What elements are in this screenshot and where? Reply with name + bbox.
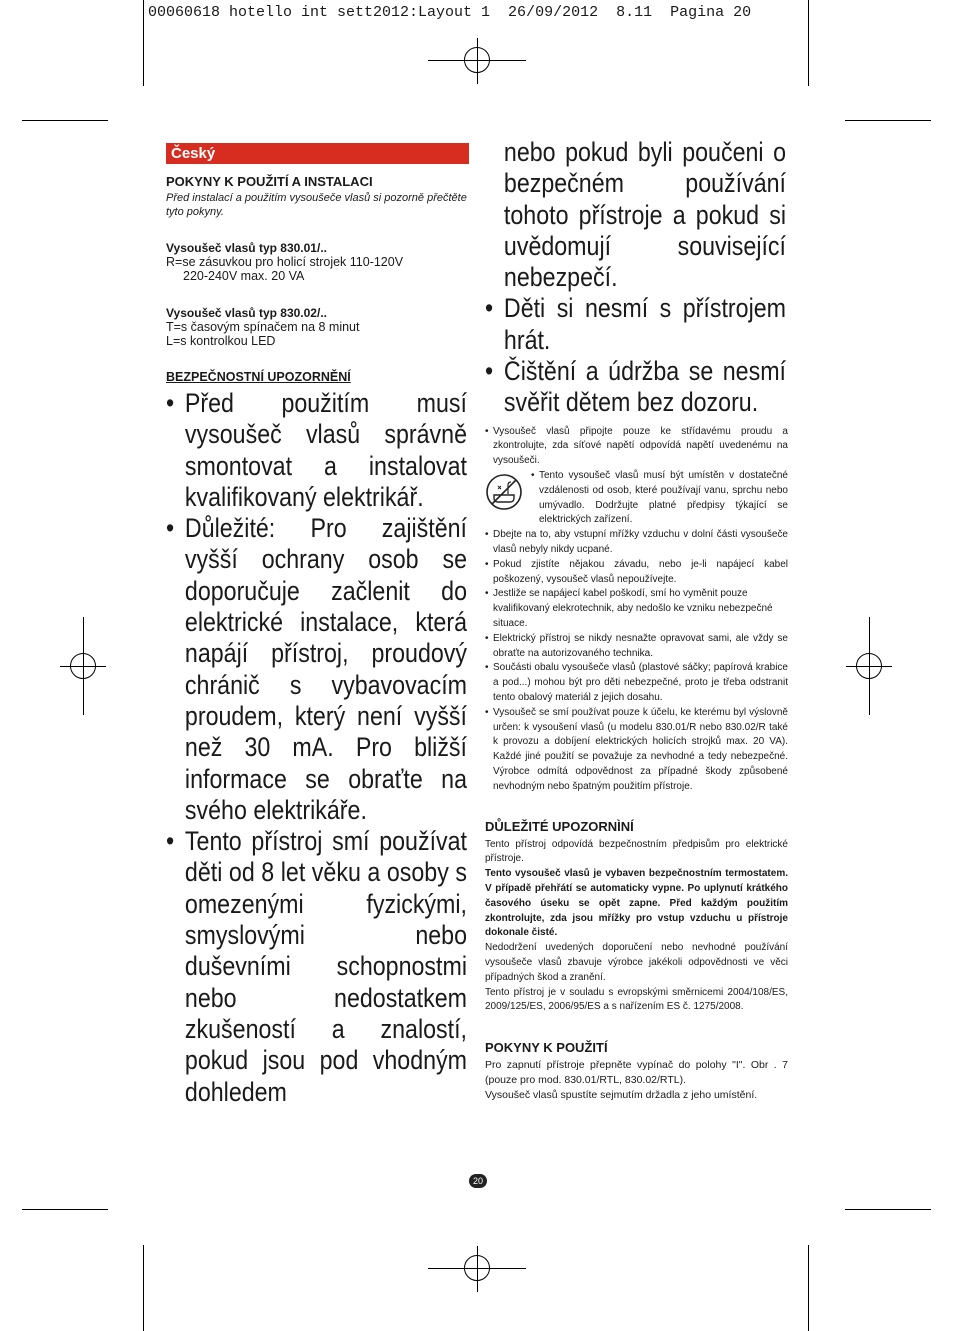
big-safety-list (166, 388, 467, 1108)
important-text (485, 838, 788, 1016)
type1-line1: R=se zásuvkou pro holicí strojek 110-120V (166, 255, 404, 269)
registration-mark-icon (60, 617, 106, 715)
big-safety-list-continued (485, 137, 786, 419)
type2-line1: T=s časovým spínačem na 8 minut (166, 320, 360, 334)
crop-mark (22, 120, 108, 121)
registration-mark-icon (428, 1246, 526, 1292)
no-bath-warning-icon (485, 473, 523, 517)
list-item: • Tento přístroj smí používat děti od 8 let věku a osoby s omezenými fyzickými, smyslovými nebo duševními schopnostmi nebo nedostatkem zkušeností a znalostí, pokud jsou pod vhodným dohledem (166, 826, 468, 1107)
list-item: • Čištění a údržba se nesmí svěřit dětem bez dozoru. (485, 356, 786, 418)
list-item-text: Děti si nesmí s přístrojem hrát. (503, 293, 786, 355)
usage-heading: POKYNY K POUŽITÍ (485, 1040, 608, 1056)
list-item-continuation: nebo pokud byli poučeni o bezpečném používání tohoto přístroje a pokud si uvědomují související nebezpečí. (503, 137, 786, 293)
list-item-text: Důležité: Pro zajištění vyšší ochrany osob se doporučuje začlenit do elektrické instalace, která napájí přístroj, proudový chránič s vybavovacím proudem, který není vyšší než 30 mA. Pro bližší informace se obraťte na svého elektrikáře. (184, 513, 468, 825)
left-column (166, 174, 469, 1108)
list-item-text: Před použitím musí vysoušeč vlasů správně smontovat a instalovat kvalifikovaný elektrikář. (184, 388, 468, 512)
crop-mark (845, 120, 931, 121)
crop-mark (143, 1245, 144, 1331)
important-paragraph: Tento přístroj je v souladu s evropskými směrnicemi 2004/108/ES, 2009/125/ES, 2006/95/ES a s nařízením ES č. 1275/2008. (485, 986, 788, 1013)
right-column (485, 137, 788, 1103)
list-item-with-icon: • Tento vysoušeč vlasů musí být umístěn v dostatečné vzdálenosti od osob, které používají vanu, sprchu nebo umývadlo. Dodržujte platné předpisy týkající se elektrických zařízení. (485, 469, 788, 528)
important-bold-paragraph: Tento vysoušeč vlasů je vybaven bezpečnostním termostatem. V případě přehřátí se automaticky vypne. Po uplynutí krátkého časového úseku se opět zapne. Před každým použitím zkontrolujte, zda jsou mřížky pro vstup vzduchu u přístroje dokonale čisté. (485, 868, 788, 939)
list-item: • Dbejte na to, aby vstupní mřížky vzduchu v dolní části vysoušeče vlasů nebyly nikdy ucpané. (485, 529, 788, 556)
crop-mark (845, 1209, 931, 1210)
usage-paragraph: Vysoušeč vlasů spustíte sejmutím držadla z jeho umístění. (485, 1088, 758, 1101)
list-item: • Vysoušeč vlasů připojte pouze ke střídavému proudu a zkontrolujte, zda síťové napětí odpovídá napětí uvedenému na vysoušeči. (485, 425, 788, 467)
list-item: • Děti si nesmí s přístrojem hrát. (485, 293, 786, 355)
type1-line2: 220-240V max. 20 VA (183, 269, 305, 283)
list-item-text: Tento přístroj smí používat děti od 8 let věku a osoby s omezenými fyzickými, smyslovými nebo duševními schopnostmi nebo nedostatkem zkušeností a znalostí, pokud jsou pod vhodným dohledem (184, 826, 468, 1107)
list-item: • Pokud zjistíte nějakou závadu, nebo je-li napájecí kabel poškozený, vysoušeč vlasů nepoužívejte. (485, 558, 788, 585)
section-heading-instructions: POKYNY K POUŽITÍ A INSTALACI (166, 174, 373, 189)
list-item: • Jestliže se napájecí kabel poškodí, smí ho vyměnit pouze kvalifikovaný elekrotechnik, aby nedošlo ke vzniku nebezpečné situace. (485, 588, 773, 630)
list-item: • Před použitím musí vysoušeč vlasů správně smontovat a instalovat kvalifikovaný elektrikář. (166, 388, 468, 512)
safety-heading: BEZPEČNOSTNÍ UPOZORNĚNÍ (166, 370, 351, 384)
type2-title: Vysoušeč vlasů typ 830.02/.. (166, 306, 327, 320)
list-item: • Součásti obalu vysoušeče vlasů (plastové sáčky; papírová krabice a pod...) mohou být pro děti nebezpečné, proto je třeba odstranit tento obalový materiál z jejich dosahu. (485, 662, 788, 704)
list-item: • Důležité: Pro zajištění vyšší ochrany osob se doporučuje začlenit do elektrické instalace, která napájí přístroj, proudový chránič s vybavovacím proudem, který není vyšší než 30 mA. Pro bližší informace se obraťte na svého elektrikáře. (166, 513, 468, 825)
important-paragraph: Tento přístroj odpovídá bezpečnostním předpisům pro elektrické přístroje. (485, 838, 788, 865)
type1-title: Vysoušeč vlasů typ 830.01/.. (166, 241, 327, 255)
list-item-text: Čištění a údržba se nesmí svěřit dětem bez dozoru. (503, 356, 786, 418)
crop-mark (808, 0, 809, 86)
registration-mark-icon (428, 38, 526, 84)
registration-mark-icon (846, 617, 892, 715)
usage-paragraph: Pro zapnutí přístroje přepněte vypínač do polohy "I". Obr . 7 (pouze pro mod. 830.01/RTL, 830.02/RTL). (485, 1059, 788, 1086)
type2-line2: L=s kontrolkou LED (166, 334, 276, 348)
list-item: • Vysoušeč se smí používat pouze k účelu, ke kterému byl výslovně určen: k vysoušení vlasů (u modelu 830.01/R nebo 830.02/R také k provozu a dobíjení elektrických holicích strojků max. 20 VA). Každé jiné použití se považuje za nevhodné a tedy nebezpečné. Výrobce odmítá odpovědnost za případné škody způsobené nevhodným nebo špatným použitím přístroje. (485, 706, 788, 792)
important-paragraph: Nedodržení uvedených doporučení nebo nevhodné používání vysoušeče vlasů zbavuje výrobce jakékoli odpovědnosti ve věci případných škod a zranění. (485, 942, 788, 983)
usage-text (485, 1058, 788, 1102)
safety-bullets (485, 425, 788, 795)
page-number: 20 (469, 1174, 487, 1188)
crop-mark (808, 1245, 809, 1331)
list-item: • Elektrický přístroj se nikdy nesnažte opravovat sami, ale vždy se obraťte na autorizovaného technika. (485, 632, 788, 659)
crop-mark (22, 1209, 108, 1210)
important-heading: DŮLEŽITÉ UPOZORNÌNÍ (485, 818, 634, 834)
intro-text: Před instalací a použitím vysoušeče vlasů si pozorně přečtěte tyto pokyny. (166, 192, 467, 218)
language-tab: Český (166, 143, 469, 164)
crop-mark (143, 0, 144, 86)
print-header-line: 00060618 hotello int sett2012:Layout 1 26/09/2012 8.11 Pagina 20 (148, 4, 752, 21)
